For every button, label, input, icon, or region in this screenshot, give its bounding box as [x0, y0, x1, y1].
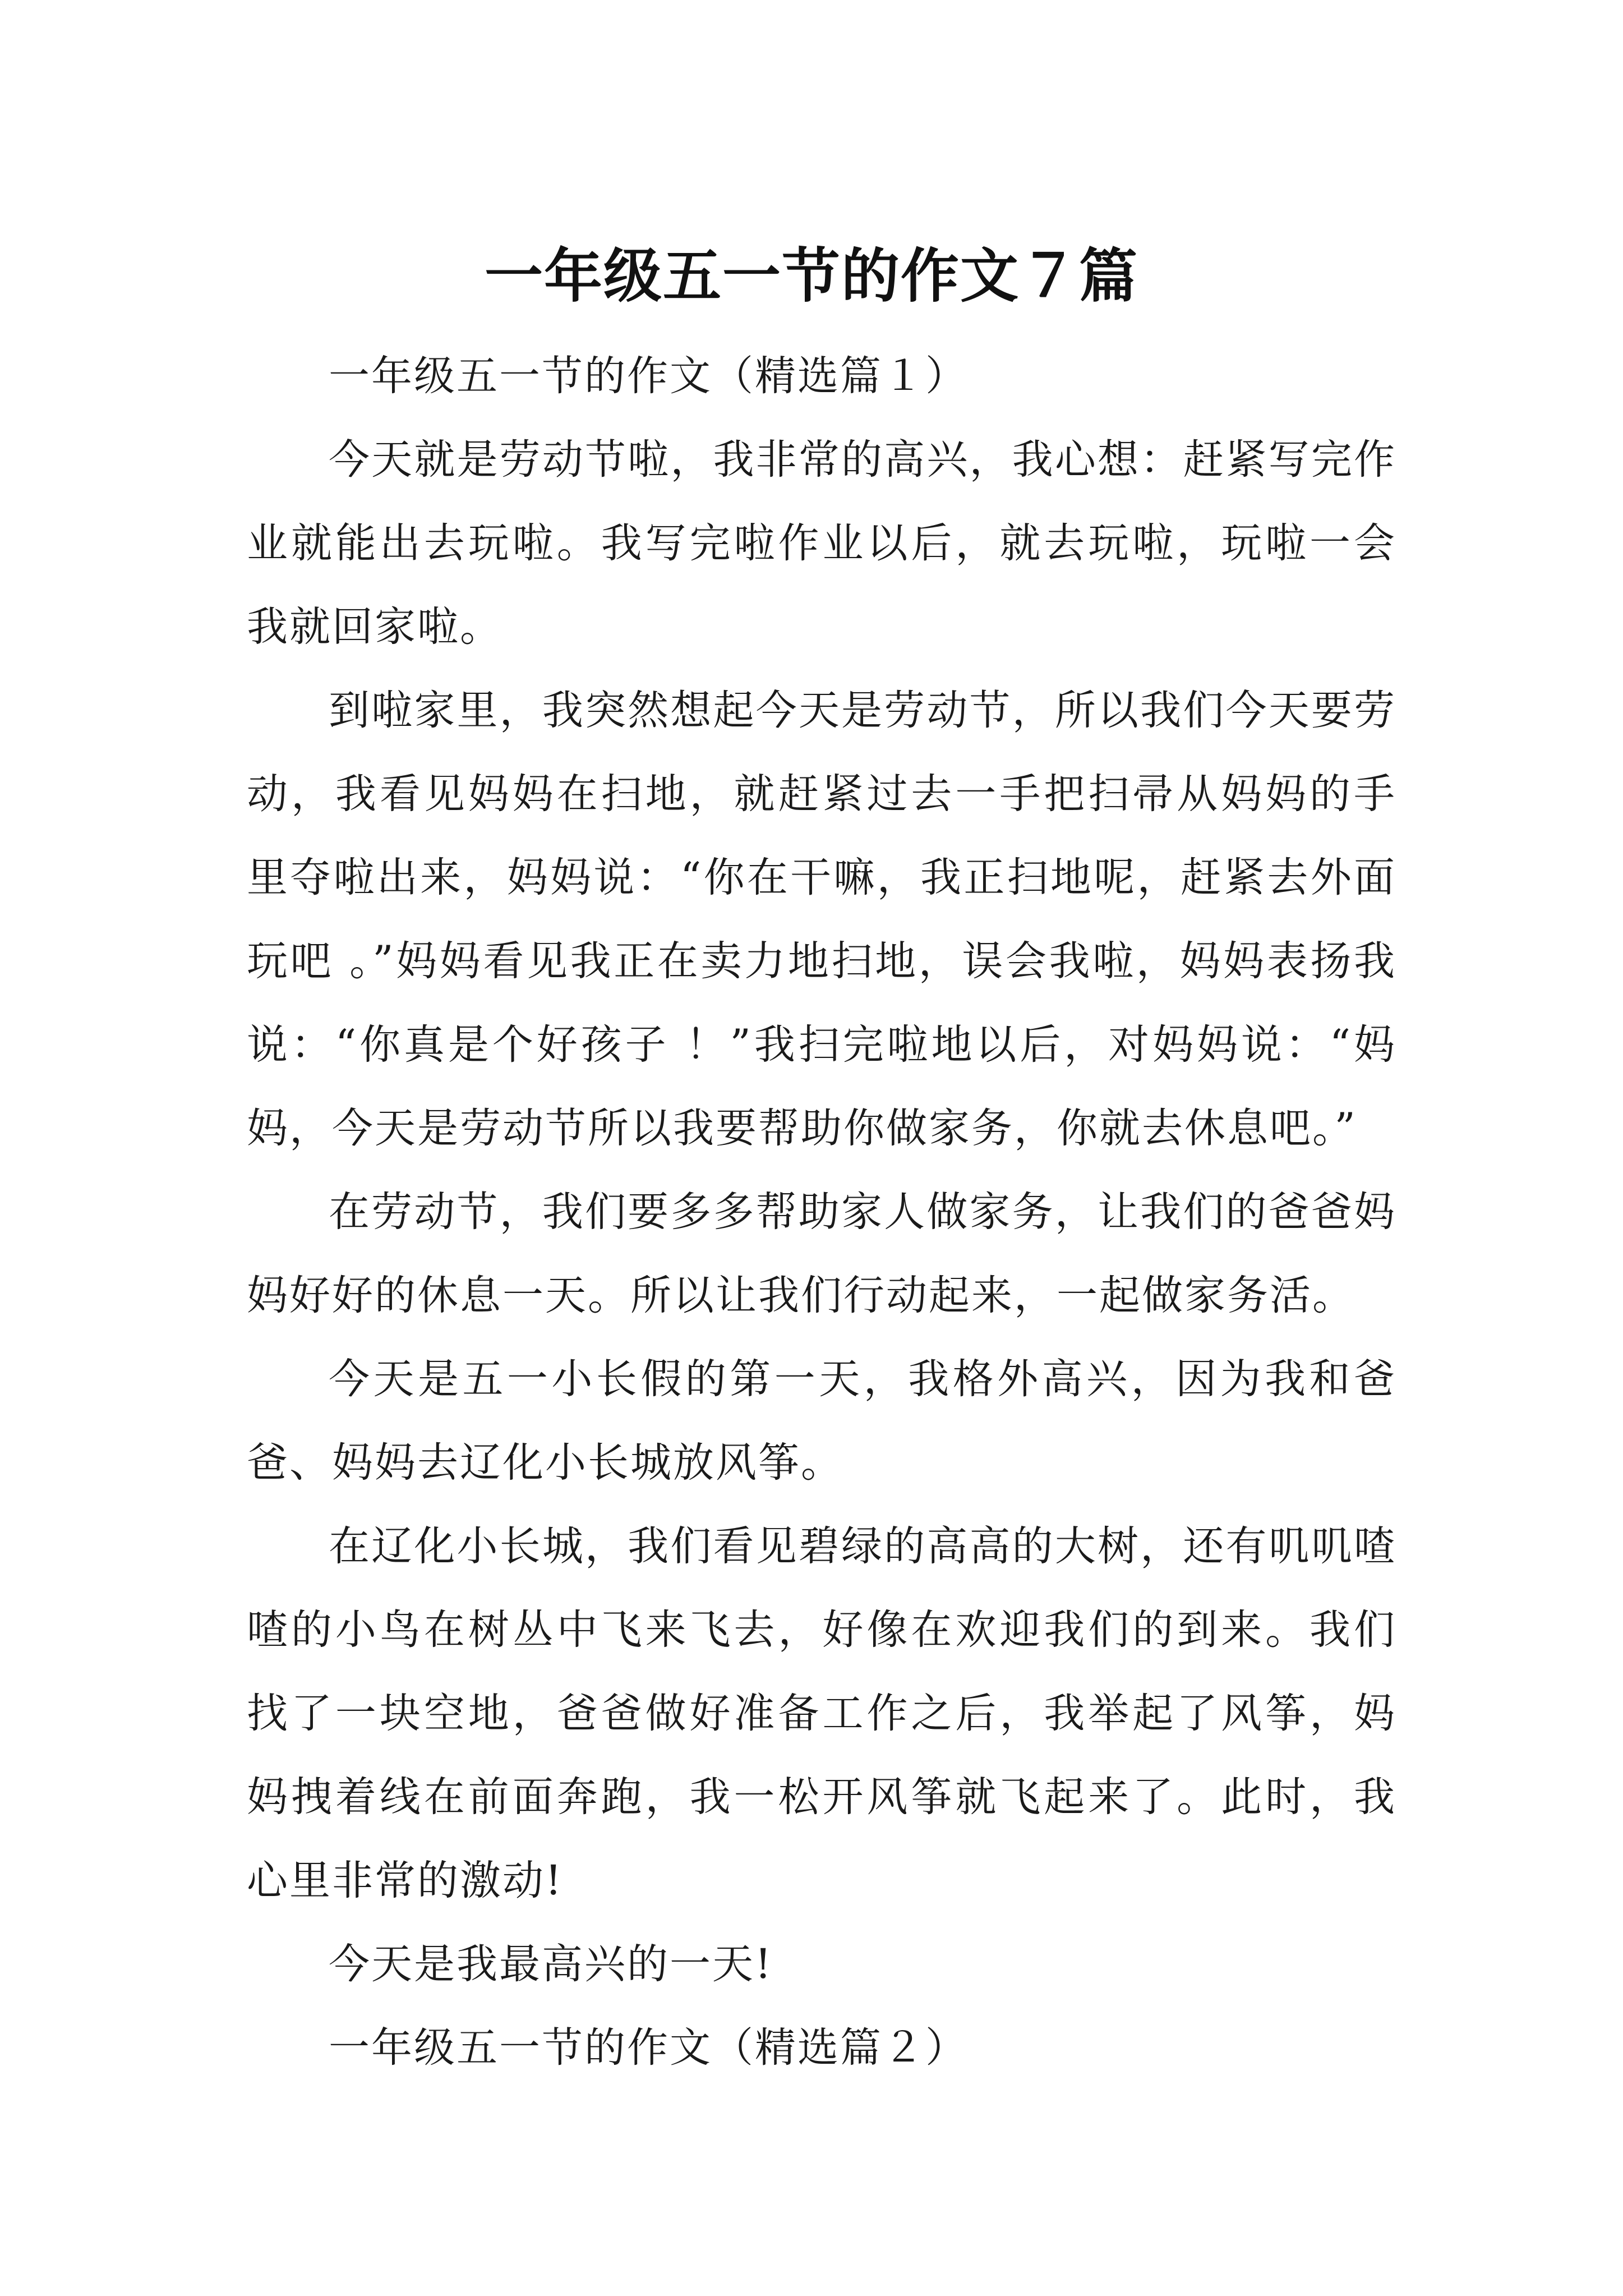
- paragraph: 在劳动节，我们要多多帮助家人做家务，让我们的爸爸妈妈好好的休息一天。所以让我们行动起来，一起做家务活。: [247, 1188, 1396, 1319]
- document-body: [247, 334, 1396, 2090]
- section-heading-2: 一年级五一节的作文（精选篇２）: [329, 2024, 968, 2072]
- paragraph: 今天是五一小长假的第一天，我格外高兴，因为我和爸爸、妈妈去辽化小长城放风筝。: [247, 1355, 1396, 1487]
- paragraph: 今天是我最高兴的一天!: [329, 1940, 773, 1988]
- paragraph: 今天就是劳动节啦，我非常的高兴，我心想：赶紧写完作业就能出去玩啦。我写完啦作业以后，就去玩啦，玩啦一会我就回家啦。: [247, 436, 1396, 651]
- paragraph: 到啦家里，我突然想起今天是劳动节，所以我们今天要劳动，我看见妈妈在扫地，就赶紧过去一手把扫帚从妈妈的手里夺啦出来，妈妈说：“你在干嘛，我正扫地呢，赶紧去外面玩吧 。”妈妈看见我正在卖力地扫地，误会我啦，妈妈表扬我说：“你真是个好孩子 ！”我扫完啦地以后，对妈妈说：“妈妈，今天是劳动节所以我要帮助你做家务，你就去休息吧。”: [247, 687, 1396, 1152]
- paragraph: 在辽化小长城，我们看见碧绿的高高的大树，还有叽叽喳喳的小鸟在树丛中飞来飞去，好像在欢迎我们的到来。我们找了一块空地，爸爸做好准备工作之后，我举起了风筝，妈妈拽着线在前面奔跑，我一松开风筝就飞起来了。此时，我心里非常的激动!: [247, 1522, 1396, 1904]
- section-heading-1: 一年级五一节的作文（精选篇１）: [329, 352, 968, 400]
- document-title: 一年级五一节的作文７篇: [484, 241, 1138, 310]
